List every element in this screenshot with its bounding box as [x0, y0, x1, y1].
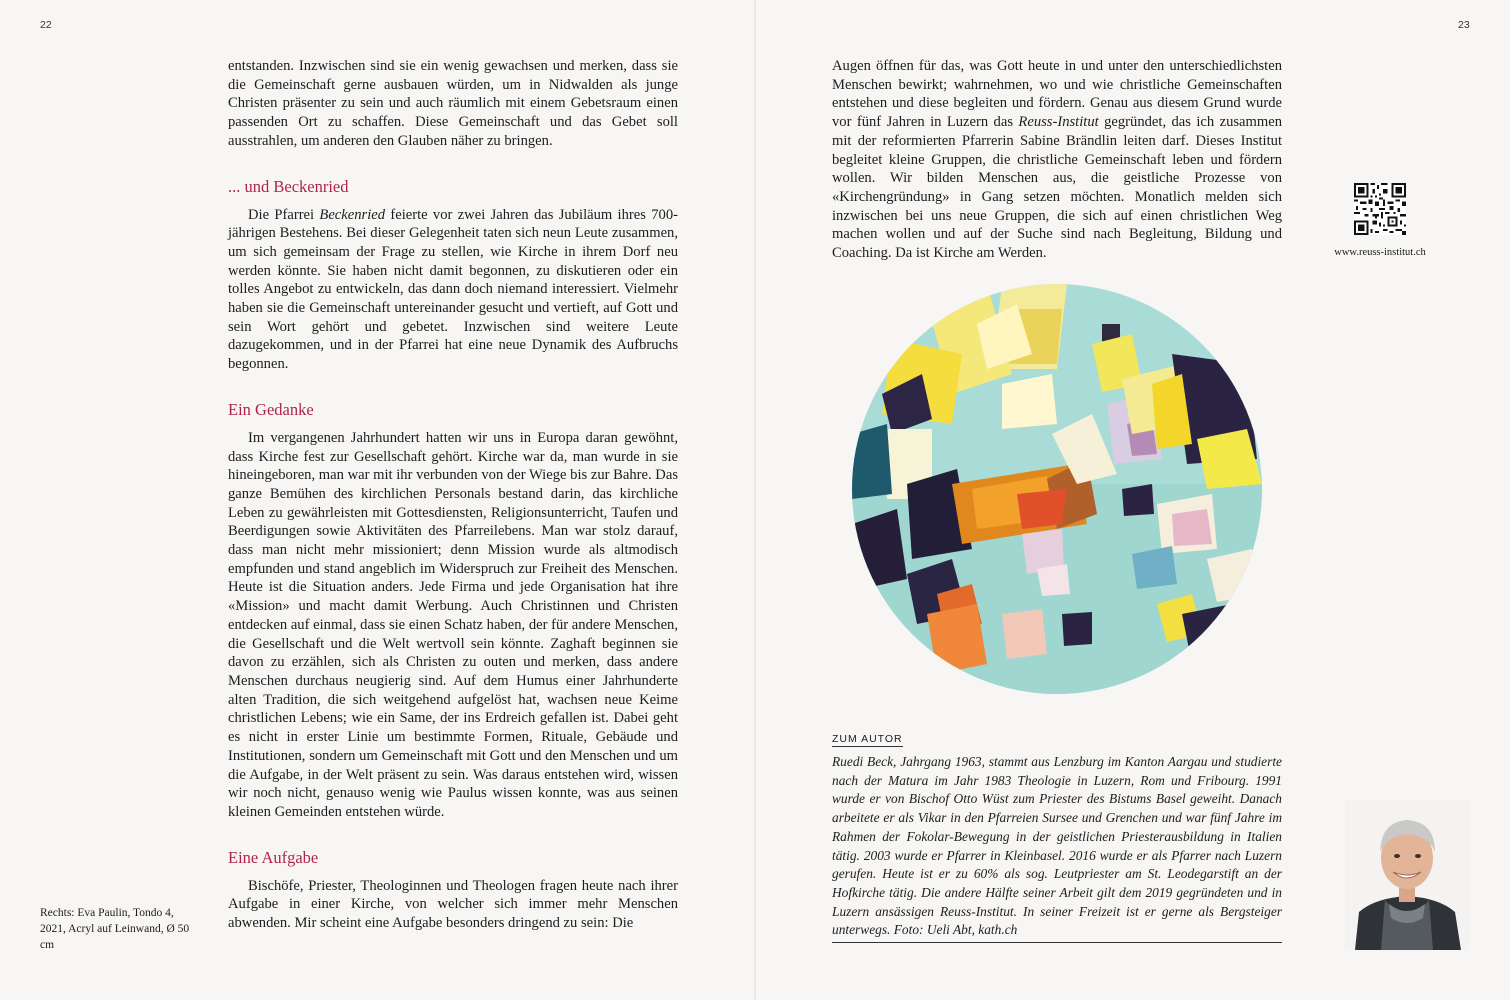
left-text-column	[228, 57, 678, 933]
author-portrait-photo	[1345, 800, 1469, 950]
qr-block	[1315, 183, 1445, 258]
paragraph-aufgabe: Bischöfe, Priester, Theologinnen und Theologen fragen heute nach ihrer Aufgabe in einer Kirche, von welcher sich immer mehr Menschen abwenden. Mir scheint eine Aufgabe besonders dringend zu sein: Die	[228, 877, 678, 932]
emphasis-beckenried: Beckenried	[319, 206, 386, 223]
page-number-left: 22	[40, 19, 52, 31]
intro-paragraph: entstanden. Inzwischen sind sie ein wenig gewachsen und merken, dass sie die Gemeinschaft gerne ausbauen würden, um in Nidwalden als junge Christen präsenter zu sein und auch räumlich mit einem Gebetsraum einen passenden Ort zu schaffen. Diese Gemeinschaft und das Gebet soll ausstrahlen, um anderen den Glauben näher zu bringen.	[228, 58, 678, 149]
page-gutter	[754, 0, 756, 1000]
qr-url-label[interactable]: www.reuss-institut.ch	[1334, 247, 1426, 258]
paragraph-beckenried: Die Pfarrei Beckenried feierte vor zwei Jahren das Jubiläum ihres 700-jährigen Bestehens. Bei dieser Gelegenheit taten sich neun Leute zusammen, um sich gemeinsam der Frage zu stellen, wie Kirche in ihrem Dorf neu werden könnte. Sie haben nicht damit begonnen, zu diskutieren oder ein tolles Angebot zu entwickeln, das dann doch niemand interessiert. Vielmehr haben sie die Gemeinschaft untereinander gesucht und vertieft, auf Gott und sein Wort gehört und gebetet. Inzwischen sind weitere Leute dazugekommen, und in der Pfarrei hat eine neue Dynamik des Aufbruchs begonnen.	[228, 206, 678, 373]
image-caption: Rechts: Eva Paulin, Tondo 4, 2021, Acryl auf Leinwand, Ø 50 cm	[40, 907, 190, 951]
heading-beckenried: ... und Beckenried	[228, 176, 349, 196]
author-box	[832, 729, 1282, 943]
page-number-right: 23	[1458, 19, 1470, 31]
emphasis-reuss-institut: Reuss-Institut	[1018, 114, 1099, 131]
qr-code-icon[interactable]	[1354, 183, 1406, 235]
abstract-tondo-painting	[852, 284, 1262, 694]
author-label: ZUM AUTOR	[832, 733, 903, 745]
paragraph-reuss-institut: Augen öffnen für das, was Gott heute in und unter den unterschiedlichsten Menschen bewirkt; wahrnehmen, wo und wie christliche Gemeinschaften entstehen und diese begleiten und fördern. Genau aus diesem Grund wurde vor fünf Jahren in Luzern das Reuss-Institut gegründet, das ich zusammen mit der reformierten Pfarrerin Sabine Brändlin leiten darf. Dieses Institut begleitet kleine Gruppen, die christliche Gemeinschaft leben und fördern wollen. Wir bilden Menschen aus, die geistliche Prozesse von «Kirchengründung» in Gang setzen möchten. Monatlich melden sich inzwischen bei uns neue Gruppen, die sich auf einen christlichen Weg machen wollen und auf der Suche sind nach Begleitung, Bildung und Coaching. Da ist Kirche am Werden.	[832, 58, 1282, 262]
author-bio: Ruedi Beck, Jahrgang 1963, stammt aus Lenzburg im Kanton Aargau und studierte nach der Matura im Jahr 1983 Theologie in Luzern, Rom und Fribourg. 1991 wurde er von Bischof Otto Wüst zum Priester des Bistums Basel geweiht. Danach arbeitete er als Vikar in den Pfarreien Sursee und Grenchen und war fünf Jahre im Rahmen der Fokolar-Bewegung in der geistlichen Priesterausbildung in Italien tätig. 2003 wurde er Pfarrer in Kleinbasel. 2016 wurde er als Pfarrer nach Luzern gerufen. Heute ist er zu 60% als sog. Leutpriester am St. Leodegarstift an der Hofkirche tätig. Die andere Hälfte seiner Arbeit gilt dem 2019 gegründeten und in Luzern ansässigen Reuss-Institut. In seiner Freizeit ist er gerne als Bergsteiger unterwegs. Foto: Ueli Abt, kath.ch	[832, 754, 1282, 938]
paragraph-gedanke: Im vergangenen Jahrhundert hatten wir uns in Europa daran gewöhnt, dass Kirche fest zur Gesellschaft gehört. Kirche war da, man wurde in sie hineingeboren, man war mit ihr verbunden von der Wiege bis zur Bahre. Das ganze Bemühen des kirchlichen Personals bestand darin, das kirchliche Leben zu gewährleisten mit Gottesdiensten, Religionsunterricht, Taufen und Beerdigungen sowie Aktivitäten des Pfarreilebens. Man war stolz darauf, dass man nicht mehr missioniert; denn Mission wurde als altmodisch empfunden und stand angeblich im Widerspruch zur Freiheit des Menschen. Heute ist die Situation anders. Jede Firma und jede Organisation hat ihre «Mission» und macht damit Werbung. Auch Christinnen und Christen entdecken auf einmal, dass sie einen Schatz haben, der für andere Menschen, die Gesellschaft und die Welt wertvoll sein könnte. Zaghaft beginnen sie davon zu erzählen, sich als Christen zu outen und merken, dass andere Menschen durchaus neugierig sind. Auf dem Humus einer Jahrhunderte alten Tradition, die sich weitgehend aufgelöst hat, wachsen neue Keime christlichen Lebens; wie ein Same, der ins Erdreich gefallen ist. Dabei geht es nicht in erster Linie um bestimmte Formen, Rituale, Gebäude und Institutionen, sondern um Gemeinschaft mit Gott und den Menschen und um die Aufgabe, in der Welt präsent zu sein. Was daraus entstehen wird, wissen wir noch nicht, genauso wenig wie Paulus wissen konnte, was aus seinen kleinen Gemeinden entstehen würde.	[228, 429, 678, 820]
heading-gedanke: Ein Gedanke	[228, 399, 314, 419]
heading-aufgabe: Eine Aufgabe	[228, 847, 319, 867]
right-text-column	[832, 57, 1282, 263]
